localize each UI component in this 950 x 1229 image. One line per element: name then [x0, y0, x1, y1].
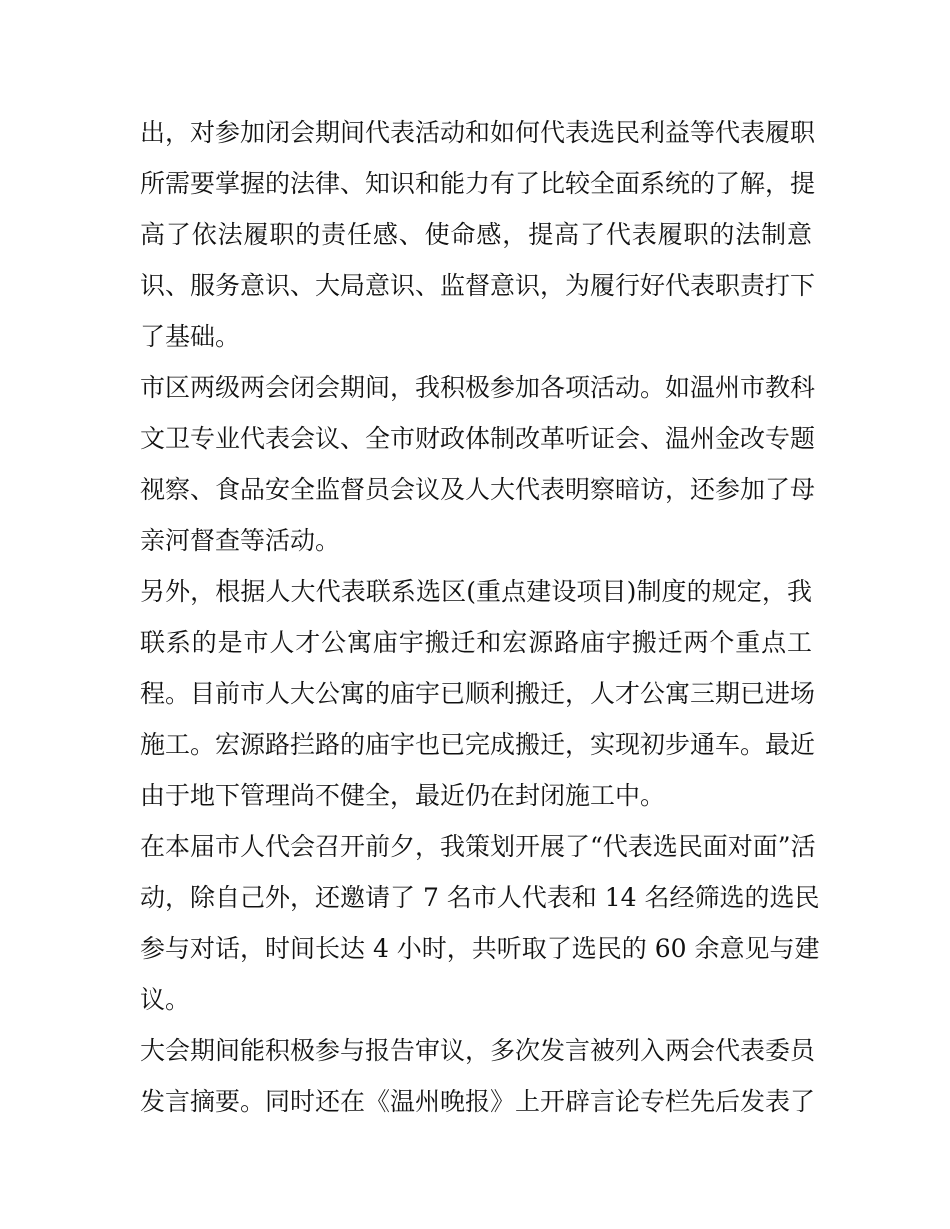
- text-line: 文卫专业代表会议、全市财政体制改革听证会、温州金改专题: [140, 424, 816, 453]
- text-line: 联系的是市人才公寓庙宇搬迁和宏源路庙宇搬迁两个重点工: [140, 628, 812, 657]
- text-line: 出，对参加闭会期间代表活动和如何代表选民利益等代表履职: [140, 118, 816, 147]
- text-line: 发言摘要。同时还在《温州晚报》上开辟言论专栏先后发表了: [140, 1087, 816, 1116]
- text-line: 动，除自己外，还邀请了 7 名市人代表和 14 名经筛选的选民: [140, 883, 820, 912]
- document-body: [140, 107, 820, 1127]
- text-line: 了基础。: [140, 322, 241, 351]
- text-line: 由于地下管理尚不健全，最近仍在封闭施工中。: [140, 781, 666, 810]
- text-line: 参与对话，时间长达 4 小时，共听取了选民的 60 余意见与建: [140, 934, 820, 963]
- text-line: 议。: [140, 985, 191, 1014]
- text-line: 另外，根据人大代表联系选区(重点建设项目)制度的规定，我: [140, 577, 812, 606]
- text-line: 高了依法履职的责任感、使命感，提高了代表履职的法制意: [140, 220, 812, 249]
- text-line: 识、服务意识、大局意识、监督意识，为履行好代表职责打下: [140, 271, 816, 300]
- text-line: 市区两级两会闭会期间，我积极参加各项活动。如温州市教科: [140, 373, 816, 402]
- text-line: 视察、食品安全监督员会议及人大代表明察暗访，还参加了母: [140, 475, 816, 504]
- text-line: 所需要掌握的法律、知识和能力有了比较全面系统的了解，提: [140, 169, 816, 198]
- text-line: 在本届市人代会召开前夕，我策划开展了“代表选民面对面”活: [140, 832, 816, 861]
- text-line: 大会期间能积极参与报告审议，多次发言被列入两会代表委员: [140, 1036, 816, 1065]
- text-line: 程。目前市人大公寓的庙宇已顺利搬迁，人才公寓三期已进场: [140, 679, 816, 708]
- text-line: 亲河督查等活动。: [140, 526, 341, 555]
- text-line: 施工。宏源路拦路的庙宇也已完成搬迁，实现初步通车。最近: [140, 730, 816, 759]
